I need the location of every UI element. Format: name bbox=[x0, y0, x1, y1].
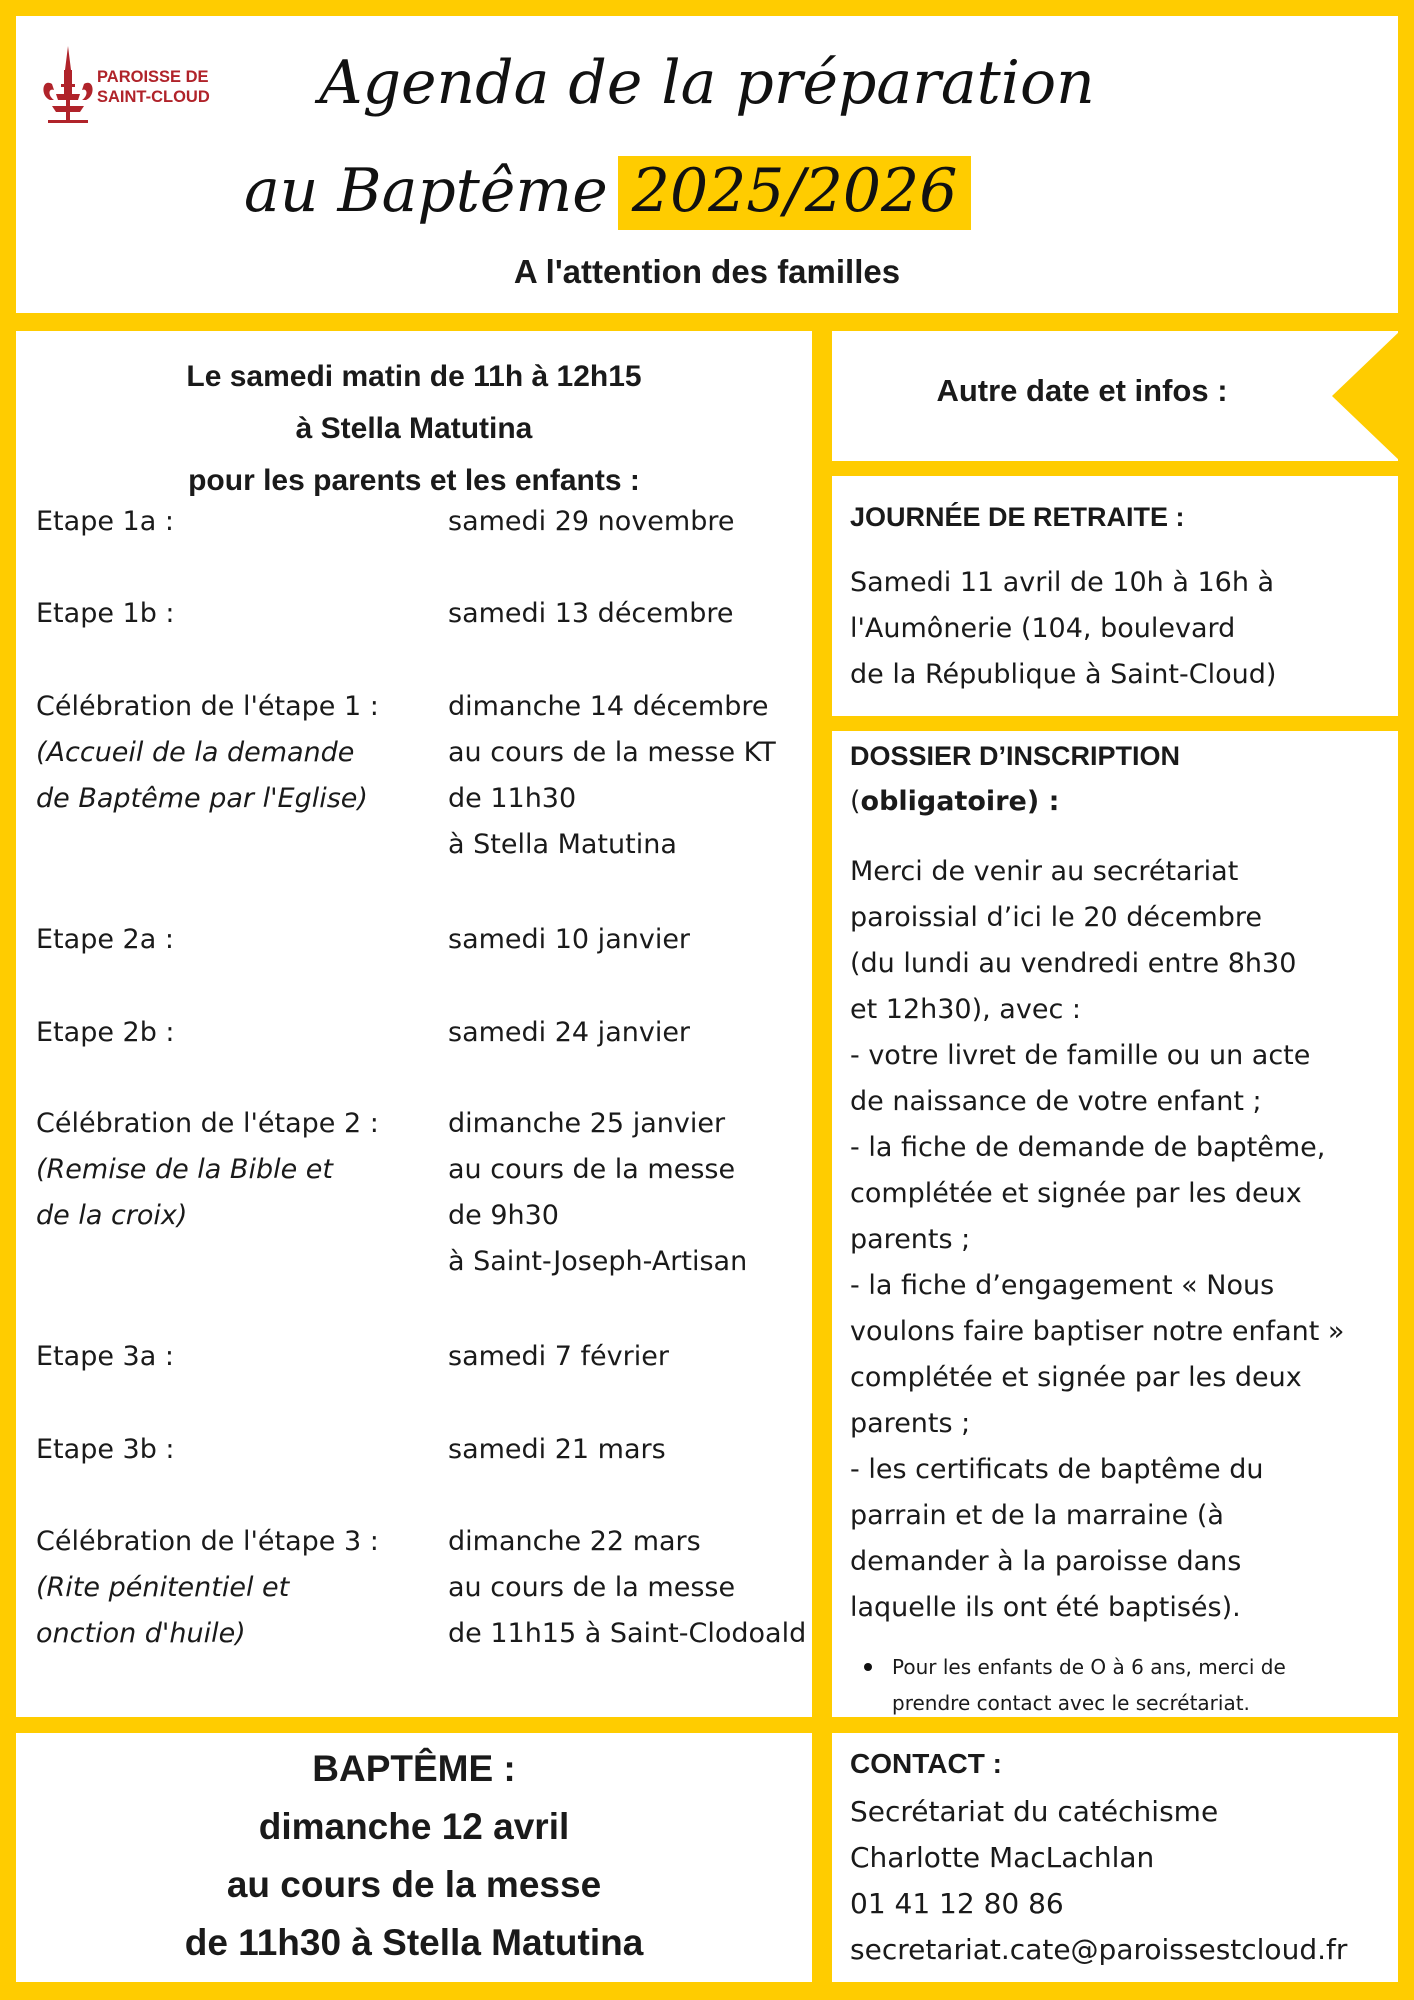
registration-title: DOSSIER D’INSCRIPTION bbox=[850, 741, 1181, 771]
step-label bbox=[36, 1519, 436, 1657]
step-label: Etape 2a : bbox=[36, 924, 174, 955]
schedule-intro-line: à Stella Matutina bbox=[295, 412, 533, 445]
schedule-panel bbox=[16, 331, 812, 1717]
baptism-line: au cours de la messe bbox=[226, 1864, 602, 1905]
header-panel bbox=[16, 16, 1398, 313]
banner-notch bbox=[1332, 331, 1400, 461]
paren-open: ( bbox=[850, 786, 861, 817]
step-date-line: de 11h30 bbox=[448, 783, 577, 814]
page-title-year: 2025/2026 bbox=[618, 156, 972, 230]
step-note: (Accueil de la demande bbox=[36, 737, 355, 768]
parish-name-line2: SAINT-CLOUD bbox=[97, 88, 210, 106]
registration-text-line: parents ; bbox=[850, 1408, 971, 1439]
registration-text-line: de naissance de votre enfant ; bbox=[850, 1086, 1262, 1117]
registration-text-line: demander à la paroisse dans bbox=[850, 1546, 1242, 1577]
registration-text-line: Merci de venir au secrétariat bbox=[850, 856, 1239, 887]
step-label-text: Célébration de l'étape 1 : bbox=[36, 691, 379, 722]
schedule-intro-line: pour les parents et les enfants : bbox=[188, 464, 640, 497]
contact-panel bbox=[832, 1733, 1398, 1982]
contact-name: Charlotte MacLachlan bbox=[850, 1841, 1155, 1874]
step-date bbox=[448, 1519, 818, 1657]
step-date-line: au cours de la messe bbox=[448, 1572, 736, 1603]
step-date: samedi 10 janvier bbox=[448, 924, 691, 955]
contact-line: Secrétariat du catéchisme bbox=[850, 1795, 1219, 1828]
step-label-text: Célébration de l'étape 2 : bbox=[36, 1108, 379, 1139]
retreat-text-line: l'Aumônerie (104, boulevard bbox=[850, 613, 1236, 644]
registration-text-line: parrain et de la marraine (à bbox=[850, 1500, 1224, 1531]
bullet-icon bbox=[864, 1663, 872, 1671]
registration-text-line: (du lundi au vendredi entre 8h30 bbox=[850, 948, 1297, 979]
step-date-line: dimanche 25 janvier bbox=[448, 1108, 726, 1139]
paren-close: ) : bbox=[1026, 786, 1060, 817]
step-date bbox=[448, 684, 818, 868]
retreat-panel bbox=[832, 476, 1398, 716]
other-info-banner bbox=[832, 331, 1398, 461]
step-date-line: dimanche 22 mars bbox=[448, 1526, 701, 1557]
step-date: samedi 29 novembre bbox=[448, 506, 735, 537]
registration-subtitle-line bbox=[850, 779, 1390, 825]
step-label-text: Célébration de l'étape 3 : bbox=[36, 1526, 379, 1557]
schedule-intro bbox=[16, 351, 812, 507]
step-note: de Baptême par l'Eglise) bbox=[36, 783, 368, 814]
registration-text-line: - la fiche de demande de baptême, bbox=[850, 1132, 1326, 1163]
step-label: Etape 3a : bbox=[36, 1341, 174, 1372]
step-date: samedi 13 décembre bbox=[448, 598, 734, 629]
registration-text-line: complétée et signée par les deux bbox=[850, 1362, 1302, 1393]
page-subtitle: A l'attention des familles bbox=[513, 253, 901, 290]
step-date: samedi 24 janvier bbox=[448, 1017, 691, 1048]
step-note: de la croix) bbox=[36, 1200, 188, 1231]
step-date-line: au cours de la messe bbox=[448, 1154, 736, 1185]
step-date: samedi 21 mars bbox=[448, 1434, 666, 1465]
step-date: samedi 7 février bbox=[448, 1341, 669, 1372]
other-info-heading: Autre date et infos : bbox=[936, 373, 1228, 408]
registration-text-line: - la fiche d’engagement « Nous bbox=[850, 1270, 1275, 1301]
registration-text-line: voulons faire baptiser notre enfant » bbox=[850, 1316, 1345, 1347]
registration-text-line: parents ; bbox=[850, 1224, 971, 1255]
step-label: Etape 1b : bbox=[36, 598, 175, 629]
retreat-title: JOURNÉE DE RETRAITE : bbox=[850, 502, 1185, 532]
step-date-line: à Stella Matutina bbox=[448, 829, 677, 860]
retreat-text bbox=[850, 560, 1390, 698]
age-note-text bbox=[892, 1649, 1286, 1721]
baptism-panel bbox=[16, 1733, 812, 1982]
age-note-line: Pour les enfants de O à 6 ans, merci de bbox=[892, 1655, 1286, 1679]
registration-subtitle bbox=[850, 779, 1390, 825]
registration-text-line: - les certificats de baptême du bbox=[850, 1454, 1264, 1485]
step-note: (Rite pénitentiel et bbox=[36, 1572, 290, 1603]
age-note-line: prendre contact avec le secrétariat. bbox=[892, 1691, 1250, 1715]
step-date-line: dimanche 14 décembre bbox=[448, 691, 769, 722]
step-note: onction d'huile) bbox=[36, 1618, 246, 1649]
step-label bbox=[36, 1101, 436, 1239]
step-date bbox=[448, 1101, 818, 1285]
page-title-prefix: au Baptême bbox=[244, 156, 608, 226]
registration-text-line: laquelle ils ont été baptisés). bbox=[850, 1592, 1241, 1623]
registration-text-line: complétée et signée par les deux bbox=[850, 1178, 1302, 1209]
contact-title: CONTACT : bbox=[850, 1748, 1002, 1779]
contact-phone[interactable]: 01 41 12 80 86 bbox=[850, 1887, 1064, 1920]
retreat-text-line: Samedi 11 avril de 10h à 16h à bbox=[850, 567, 1275, 598]
baptism-line: dimanche 12 avril bbox=[258, 1806, 570, 1847]
step-date-line: à Saint-Joseph-Artisan bbox=[448, 1246, 748, 1277]
obligatory-label: obligatoire bbox=[860, 786, 1027, 817]
parish-name-line1: PAROISSE DE bbox=[97, 68, 209, 86]
step-label: Etape 1a : bbox=[36, 506, 174, 537]
step-date-line: de 11h15 à Saint-Clodoald bbox=[448, 1618, 807, 1649]
page-title-line1: Agenda de la préparation bbox=[319, 48, 1095, 118]
retreat-text-line: de la République à Saint-Cloud) bbox=[850, 659, 1277, 690]
baptism-line: BAPTÊME : bbox=[312, 1748, 516, 1789]
step-label: Etape 2b : bbox=[36, 1017, 175, 1048]
page-title-line2 bbox=[244, 156, 971, 226]
step-note: (Remise de la Bible et bbox=[36, 1154, 333, 1185]
step-date-line: de 9h30 bbox=[448, 1200, 559, 1231]
registration-text-line: paroissial d’ici le 20 décembre bbox=[850, 902, 1263, 933]
step-label: Etape 3b : bbox=[36, 1434, 175, 1465]
registration-text bbox=[850, 849, 1390, 1631]
baptism-line: de 11h30 à Stella Matutina bbox=[184, 1922, 644, 1963]
step-label bbox=[36, 684, 436, 822]
schedule-intro-line: Le samedi matin de 11h à 12h15 bbox=[186, 360, 642, 393]
registration-text-line: - votre livret de famille ou un acte bbox=[850, 1040, 1311, 1071]
registration-panel bbox=[832, 731, 1398, 1717]
step-date-line: au cours de la messe KT bbox=[448, 737, 776, 768]
registration-text-line: et 12h30), avec : bbox=[850, 994, 1081, 1025]
contact-email-link[interactable]: secretariat.cate@paroissestcloud.fr bbox=[850, 1933, 1348, 1966]
